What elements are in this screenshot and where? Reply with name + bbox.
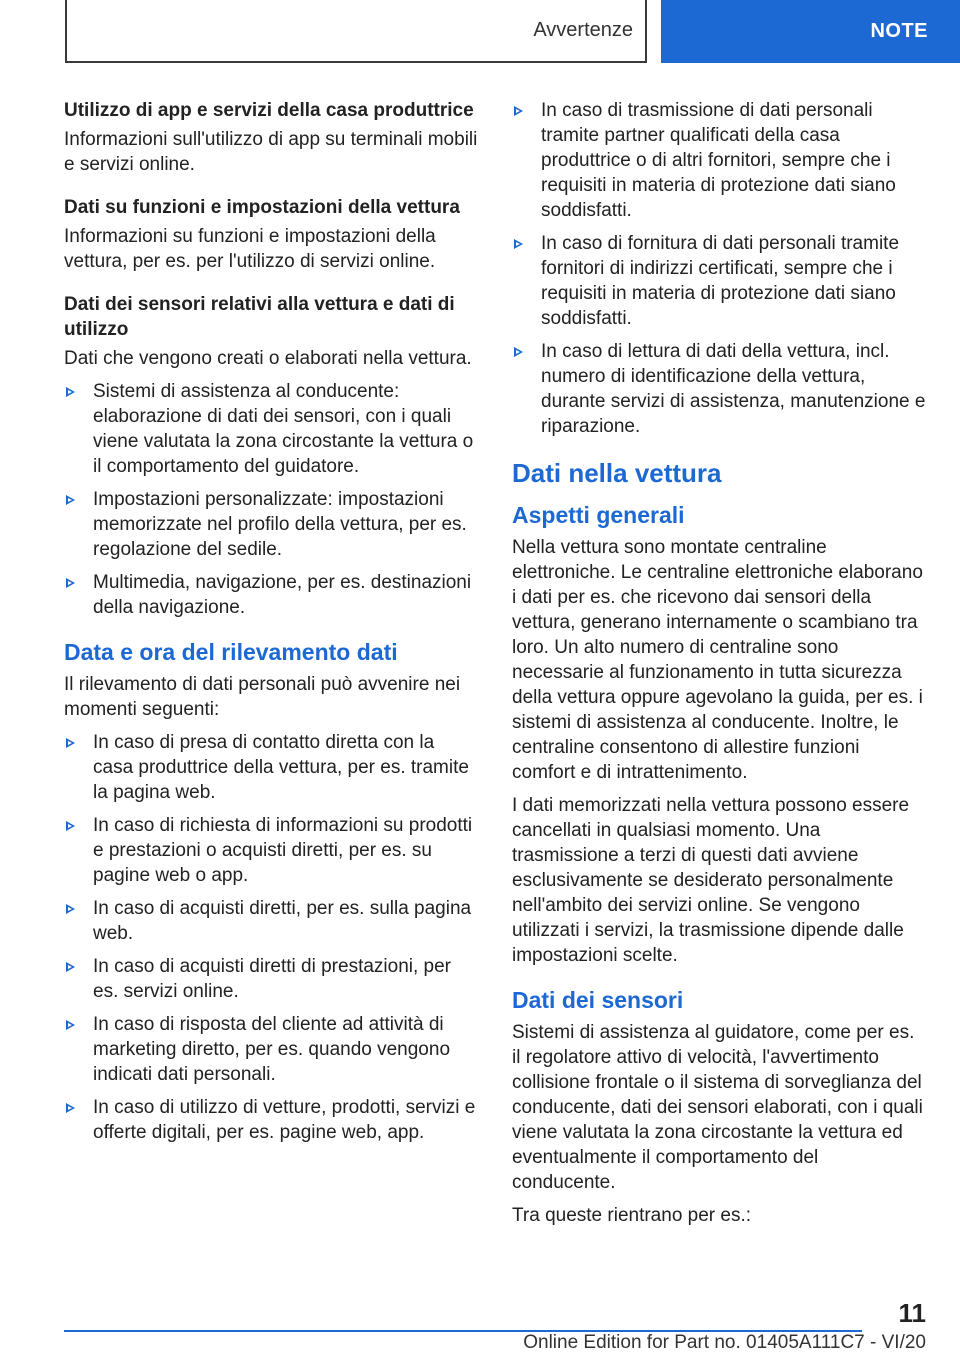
heading-general: Aspetti generali [512,502,685,528]
bullet-arrow-icon [514,347,523,357]
heading-sensor-data: Dati dei sensori relativi alla vettura e dati di utilizzo [64,294,455,340]
text-vehicle-functions: Informazioni su funzioni e impostazioni della vettura, per es. per l'utilizzo di servizi online. [64,226,436,272]
bullet-arrow-icon [66,495,75,505]
list-data-time-cont [512,98,927,439]
text-data-time: Il rilevamento di dati personali può avvenire nei momenti seguenti: [64,674,461,720]
heading-data-time: Data e ora del rilevamento dati [64,639,398,665]
list-sensor-data [64,379,479,620]
header-section-label: Avvertenze [533,19,633,41]
list-item: Sistemi di assistenza al conducente: elaborazione di dati dei sensori, con i quali viene valutata la zona circostante la vettura o il comportamento del guidatore. [64,379,479,479]
bullet-arrow-icon [66,904,75,914]
bullet-arrow-icon [66,387,75,397]
heading-sensors: Dati dei sensori [512,987,684,1013]
text-general-2: I dati memorizzati nella vettura possono essere cancellati in qualsiasi momento. Una trasmissione a terzi di questi dati avviene esclusivamente se desiderato personalmente nell'ambito dei servizi online. Se vengono utilizzati i servizi, la trasmissione dipende dalle impostazioni scelte. [512,795,910,966]
heading-vehicle-data: Dati nella vettura [512,458,722,488]
left-column [64,98,479,1157]
list-item: In caso di trasmissione di dati personali tramite partner qualificati della casa produttrice o di altri fornitori, sempre che i requisiti in materia di protezione dati siano soddisfatti. [512,98,927,223]
list-data-time [64,730,479,1145]
list-item: In caso di fornitura di dati personali tramite fornitori di indirizzi certificati, sempre che i requisiti in materia di protezione dati siano soddisfatti. [512,231,927,331]
list-item: In caso di richiesta di informazioni su prodotti e prestazioni o acquisti diretti, per es. su pagine web o app. [64,813,479,888]
right-column [512,98,927,1246]
header-section [65,0,647,63]
footer-edition: Online Edition for Part no. 01405A111C7 - VI/20 [523,1332,926,1353]
text-app-services: Informazioni sull'utilizzo di app su terminali mobili e servizi online. [64,129,478,175]
text-sensors-2: Tra queste rientrano per es.: [512,1205,752,1226]
header-note-label: NOTE [870,20,928,42]
heading-app-services: Utilizzo di app e servizi della casa produttrice [64,100,474,121]
list-item: In caso di acquisti diretti, per es. sulla pagina web. [64,896,479,946]
bullet-arrow-icon [66,821,75,831]
bullet-arrow-icon [66,738,75,748]
list-item: Multimedia, navigazione, per es. destinazioni della navigazione. [64,570,479,620]
list-item: In caso di lettura di dati della vettura, incl. numero di identificazione della vettura, durante servizi di assistenza, manutenzione e riparazione. [512,339,927,439]
text-general-1: Nella vettura sono montate centraline elettroniche. Le centraline elettroniche elaborano i dati per es. che ricevono dai sensori della vettura, generano internamente o scambiano tra loro. Un alto numero di centraline sono necessarie al funzionamento in tutta sicurezza della vettura oppure agevolano la guida, per es. i sistemi di assistenza al conducente. Inoltre, le centraline consentono di allestire funzioni comfort e di intrattenimento. [512,537,923,783]
bullet-arrow-icon [66,962,75,972]
bullet-arrow-icon [514,106,523,116]
list-item: In caso di utilizzo di vetture, prodotti, servizi e offerte digitali, per es. pagine web, app. [64,1095,479,1145]
list-item: Impostazioni personalizzate: impostazioni memorizzate nel profilo della vettura, per es. regolazione del sedile. [64,487,479,562]
list-item: In caso di presa di contatto diretta con la casa produttrice della vettura, per es. tramite la pagina web. [64,730,479,805]
list-item: In caso di risposta del cliente ad attività di marketing diretto, per es. quando vengono indicati dati personali. [64,1012,479,1087]
text-sensors-1: Sistemi di assistenza al guidatore, come per es. il regolatore attivo di velocità, l'avvertimento collisione frontale o il sistema di sorveglianza del conducente, dati dei sensori elaborati, con i quali viene valutata la zona circostante la vettura ed eventualmente il comportamento del conducente. [512,1022,923,1193]
header-note-tab[interactable] [661,0,960,63]
bullet-arrow-icon [514,239,523,249]
heading-vehicle-functions: Dati su funzioni e impostazioni della vettura [64,197,460,218]
bullet-arrow-icon [66,578,75,588]
text-sensor-data: Dati che vengono creati o elaborati nella vettura. [64,348,472,369]
bullet-arrow-icon [66,1103,75,1113]
bullet-arrow-icon [66,1020,75,1030]
list-item: In caso di acquisti diretti di prestazioni, per es. servizi online. [64,954,479,1004]
page-number: 11 [898,1298,926,1328]
